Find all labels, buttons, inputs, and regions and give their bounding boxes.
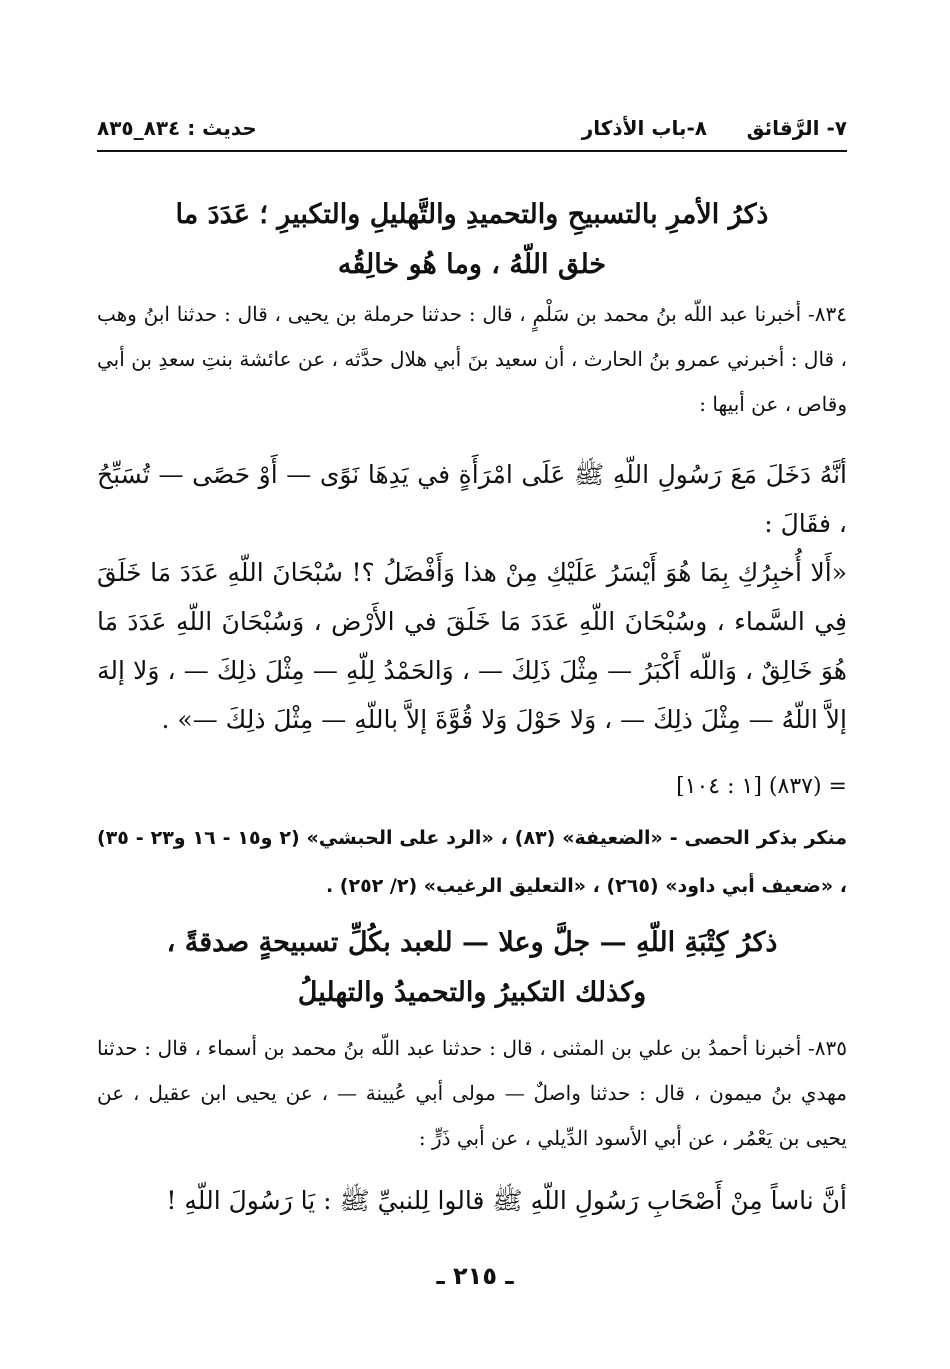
matn-intro-835: أنَّ ناساً مِنْ أَصْحَابِ رَسُولِ اللّهِ ﷺ قالوا لِلنبيِّ ﷺ : يَا رَسُولَ اللّهِ ! (166, 1186, 847, 1215)
header-bab: ٨-باب الأذكار (581, 116, 707, 140)
matn-834: «أَلا أُخبِرُكِ بِمَا هُوَ أَيْسَرُ عَلَيْكِ مِنْ هذا وَأَفْضَلُ ؟! سُبْحَانَ اللّهِ عَدَدَ مَا خَلَقَ فِي السَّماء ، وسُبْحَانَ اللّهِ عَدَدَ مَا خَلَقَ في الأَرْض ، وَسُبْحَانَ اللّهِ عَدَدَ مَا هُوَ خَالِقٌ ، وَاللّه أَكْبَرُ — مِثْلَ ذَلِكَ — ، وَالحَمْدُ لِلّهِ — مِثْلَ ذلِكَ — ، وَلا إلهَ إلاَّ اللّهُ — مِثْلَ ذلِكَ — ، وَلا حَوْلَ وَلا قُوَّةَ إلاَّ باللّهِ — مِثْلَ ذلِكَ —» . (97, 558, 847, 734)
isnad-834: ٨٣٤- أخبرنا عبد اللّه بنُ محمد بن سَلْمٍ ، قال : حدثنا حرملة بن يحيى ، قال : حدثنا ابنُ وهب ، قال : أخبرني عمرو بنُ الحارث ، أن سعيد بنَ أبي هلال حدَّثه ، عن عائشة بنتِ سعدِ بن أبي وقاص ، عن أبيها : (97, 302, 847, 416)
matn-intro-834: أنَّهُ دَخَلَ مَعَ رَسُولِ اللّهِ ﷺ عَلَى امْرَأَةٍ في يَدِهَا نَوًى — أَوْ حَصًى — تُسَبِّحُ ، فقَالَ : (97, 460, 847, 538)
section-title-2-line-2: وكذلك التكبيرُ والتحميدُ والتهليلُ (297, 977, 647, 1008)
section-title-1-line-2: خلق اللّهُ ، وما هُو خالِقُه (337, 249, 607, 280)
cross-reference-834: = (٨٣٧) [١ : ١٠٤] (676, 774, 847, 799)
page-number: ـ ٢١٥ ـ (436, 1262, 514, 1290)
header-hadith-range: حديث : ٨٣٤_٨٣٥ (97, 116, 257, 140)
section-title-2 (97, 918, 847, 1018)
isnad-835: ٨٣٥- أخبرنا أحمدُ بن علي بن المثنى ، قال : حدثنا عبد اللّه بنُ محمد بن أسماء ، قال : حدثنا مهدي بنُ ميمون ، قال : حدثنا واصلٌ — مولى أبي عُيينة — ، عن يحيى ابن عقيل ، عن يحيى بن يَعْمُر ، عن أبي الأسود الدِّيلي ، عن أبي ذَرٍّ : (97, 1036, 847, 1150)
header-rule (97, 150, 847, 152)
header-chapter: ٧- الرَّقائق (746, 116, 847, 140)
section-title-2-line-1: ذكرُ كِتْبَةِ اللّهِ — جلَّ وعلا — للعبد بكُلِّ تسبيحةٍ صدقةً ، (166, 927, 778, 958)
takhrij-834: منكر بذكر الحصى - «الضعيفة» (٨٣) ، «الرد على الحبشي» (٢ و١٥ - ١٦ و٢٣ - ٣٥) ، «ضعيف أبي داود» (٢٦٥) ، «التعليق الرغيب» (٢/ ٢٥٢) . (97, 827, 847, 897)
section-title-1-line-1: ذكرُ الأمرِ بالتسبيحِ والتحميدِ والتَّهليلِ والتكبيرِ ؛ عَدَدَ ما (175, 199, 769, 230)
running-header (97, 108, 847, 148)
section-title-1 (97, 190, 847, 290)
